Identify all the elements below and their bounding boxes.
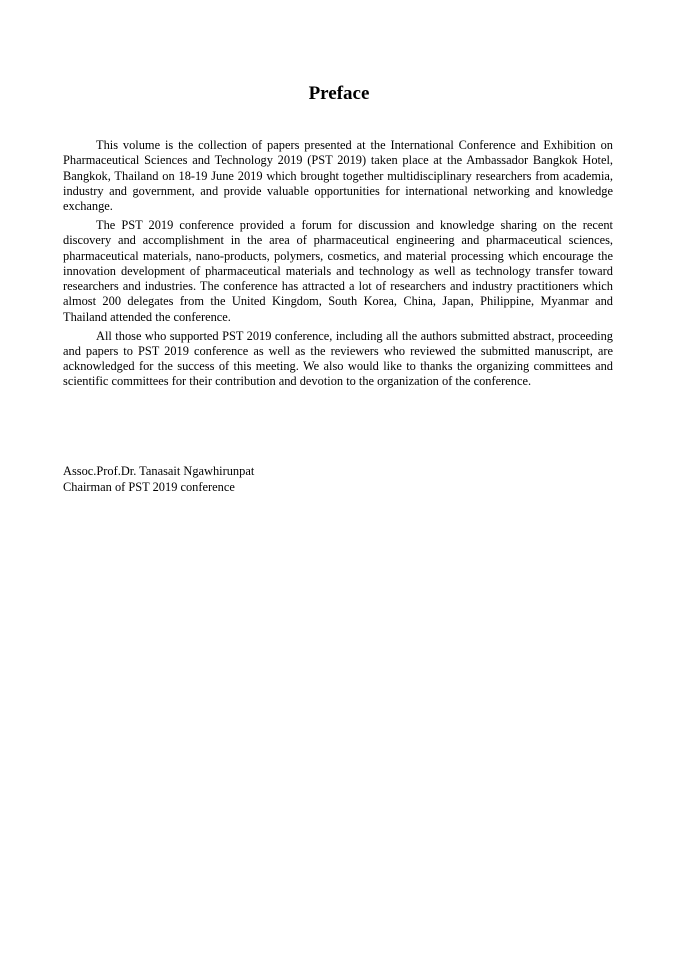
preface-body xyxy=(63,138,613,393)
signature-block xyxy=(63,464,563,495)
paragraph-3: All those who supported PST 2019 conference, including all the authors submitted abstract, proceeding and papers to PST 2019 conference as well as the reviewers who reviewed the submitted manuscript, are acknowledged for the success of this meeting. We also would like to thanks the organizing committees and scientific committees for their contribution and devotion to the organization of the conference. xyxy=(63,328,613,389)
signatory-name: Assoc.Prof.Dr. Tanasait Ngawhirunpat xyxy=(63,464,255,478)
paragraph-2: The PST 2019 conference provided a forum for discussion and knowledge sharing on the recent discovery and accomplishment in the area of pharmaceutical engineering and pharmaceutical sciences, pharmaceutical materials, nano-products, polymers, cosmetics, and material processing which encourage the innovation development of pharmaceutical materials and technology as well as technology transfer toward researchers and industries. The conference has attracted a lot of researchers and industry practitioners which almost 200 delegates from the United Kingdom, South Korea, China, Japan, Philippine, Myanmar and Thailand attended the conference. xyxy=(63,217,613,324)
paragraph-1: This volume is the collection of papers presented at the International Conference and Exhibition on Pharmaceutical Sciences and Technology 2019 (PST 2019) taken place at the Ambassador Bangkok Hotel, Bangkok, Thailand on 18-19 June 2019 which brought together multidisciplinary researchers from academia, industry and government, and provide valuable opportunities for international networking and knowledge exchange. xyxy=(63,138,613,214)
page-title: Preface xyxy=(308,83,370,104)
signatory-position: Chairman of PST 2019 conference xyxy=(63,479,235,494)
